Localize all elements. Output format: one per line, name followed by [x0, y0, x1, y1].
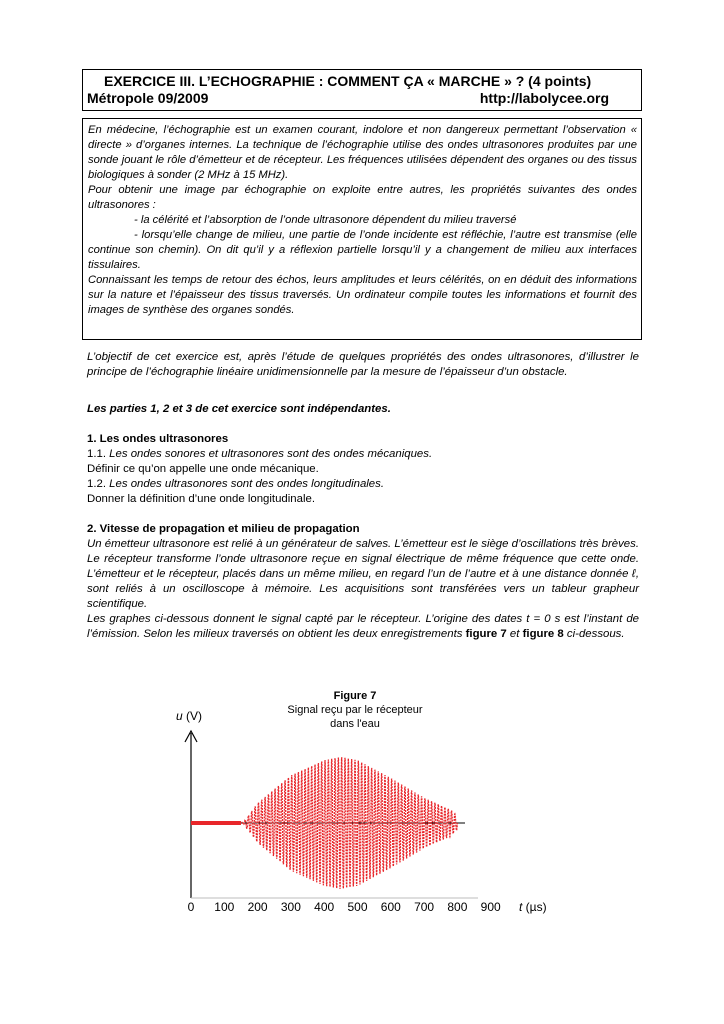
figure-subtitle-2: dans l'eau: [330, 718, 380, 730]
intro-paragraph-1: En médecine, l’échographie est un examen courant, indolore et non dangereux permettant l’observation « directe » d’organes internes. La technique de l’échographie utilise des ondes ultrasonores produites par une sonde jouant le rôle d’émetteur et de récepteur. Les fréquences utilisées dépendent des organes ou des tissus biologiques à sonder (2 MHz à 15 MHz).: [88, 124, 637, 181]
website-link[interactable]: http://labolycee.org: [479, 90, 609, 106]
question-1-2-task: Donner la définition d’une onde longitudinale.: [87, 493, 315, 505]
intro-paragraph-3: Connaissant les temps de retour des échos, leurs amplitudes et leurs célérités, on en déduit des informations sur la nature et l’épaisseur des tissus traversés. Un ordinateur compile toutes les informations et fournit des images de synthèse des organes sondés.: [88, 274, 637, 316]
x-tick-label: 800: [447, 900, 468, 914]
section-1-heading: 1. Les ondes ultrasonores: [87, 433, 229, 445]
x-tick-label: 600: [380, 900, 401, 914]
parts-note: Les parties 1, 2 et 3 de cet exercice sont indépendantes.: [87, 403, 391, 415]
figure-subtitle-1: Signal reçu par le récepteur: [287, 704, 423, 716]
x-tick-label: 200: [247, 900, 268, 914]
objective-paragraph: L’objectif de cet exercice est, après l’étude de quelques propriétés des ondes ultrasonores, d’illustrer le principe de l’échographie linéaire unidimensionnelle par la mesure de l’épaisseur d’un obstacle.: [87, 351, 639, 378]
intro-bullet-1: - la célérité et l’absorption de l’onde ultrasonore dépendent du milieu traversé: [134, 214, 517, 226]
exam-session: Métropole 09/2009: [87, 90, 209, 106]
x-tick-label: 300: [280, 900, 301, 914]
figure-label: Figure 7: [333, 690, 377, 702]
section-2-paragraph-1: Un émetteur ultrasonore est relié à un générateur de salves. L’émetteur est le siège d’oscillations très brèves. Le récepteur transforme l’onde ultrasonore reçue en signal électrique de même fréquence que cette onde. L’émetteur et le récepteur, placés dans un même milieu, en regard l’un de l’autre et à une distance donnée ℓ, sont reliés à un oscilloscope à mémoire. Les acquisitions sont transférées vers un tableur grapheur scientifique.: [87, 538, 639, 610]
question-1-1-task: Définir ce qu’on appelle une onde mécanique.: [87, 463, 319, 475]
intro-paragraph-2: Pour obtenir une image par échographie on exploite entre autres, les propriétés suivantes des ondes ultrasonores :: [88, 184, 637, 211]
x-axis-label: t (µs): [519, 900, 547, 914]
signal-line: [191, 757, 457, 889]
question-1-2: 1.2. Les ondes ultrasonores sont des ondes longitudinales.: [87, 478, 384, 490]
x-tick-label: 500: [347, 900, 368, 914]
exercise-title: EXERCICE III. L’ECHOGRAPHIE : COMMENT ÇA « MARCHE » ? (4 points): [104, 73, 592, 89]
x-tick-label: 700: [414, 900, 435, 914]
x-tick-label: 400: [314, 900, 335, 914]
section-2-heading: 2. Vitesse de propagation et milieu de propagation: [87, 523, 360, 535]
section-2-paragraph-2: Les graphes ci-dessous donnent le signal capté par le récepteur. L’origine des dates t = 0 s est l’instant de l’émission. Selon les milieux traversés on obtient les deux enregistrements figure 7 et figure 8 ci-dessous.: [87, 613, 639, 640]
intro-bullet-2: - lorsqu’elle change de milieu, une partie de l’onde incidente est réfléchie, l’autre est transmise (elle continue son chemin). On dit qu’il y a réflexion partielle lorsqu’il y a changement de milieu aux interfaces tissulaires.: [88, 229, 637, 271]
x-tick-label: 100: [214, 900, 235, 914]
x-tick-label: 900: [480, 900, 501, 914]
y-axis-label: u (V): [176, 709, 203, 723]
question-1-1: 1.1. Les ondes sonores et ultrasonores sont des ondes mécaniques.: [87, 448, 433, 460]
x-tick-label: 0: [187, 900, 195, 914]
